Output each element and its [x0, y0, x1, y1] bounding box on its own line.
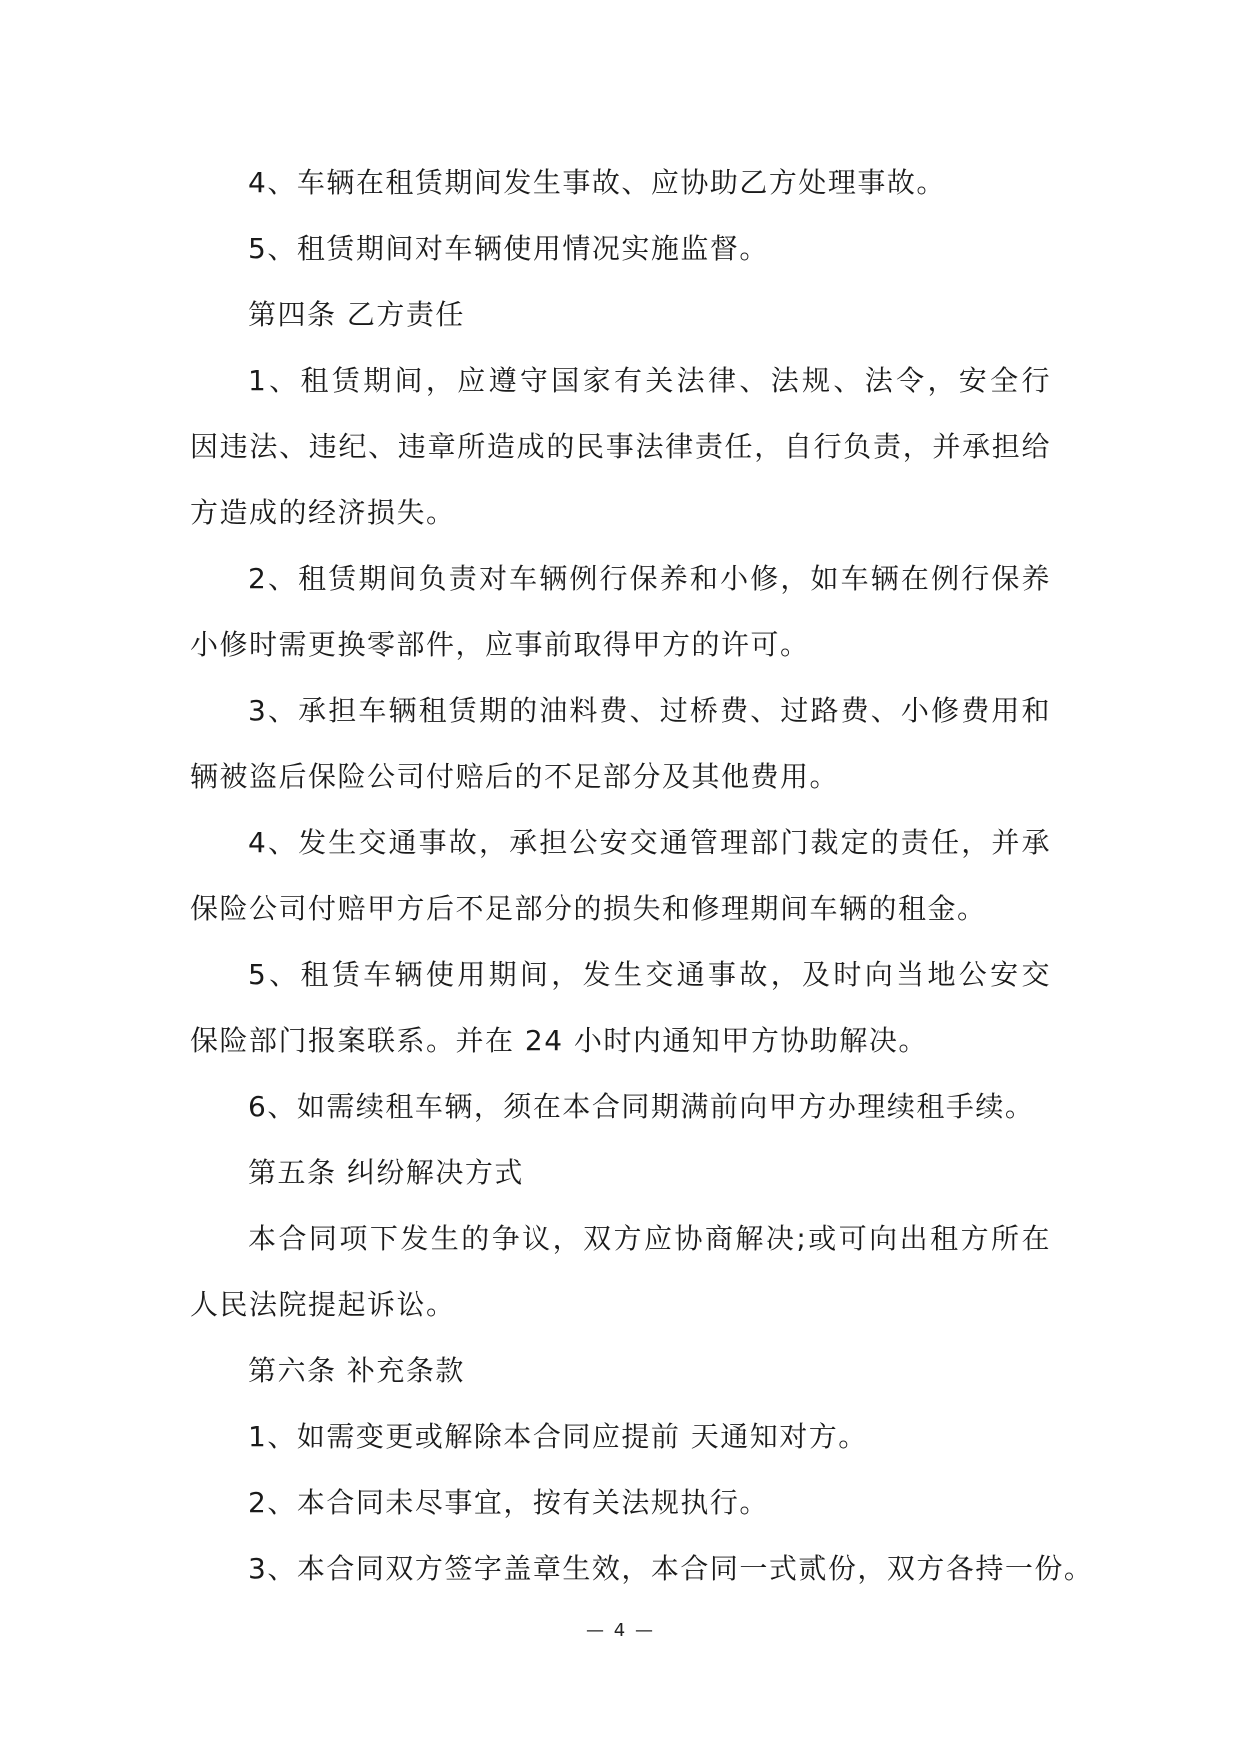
paragraph-line: 小修时需更换零部件，应事前取得甲方的许可。 — [190, 628, 810, 661]
page-number: — 4 — — [586, 1620, 655, 1641]
paragraph-line: 4、发生交通事故，承担公安交通管理部门裁定的责任，并承 — [248, 826, 1051, 859]
section-heading: 第六条 补充条款 — [248, 1354, 465, 1387]
paragraph-line: 因违法、违纪、违章所造成的民事法律责任，自行负责，并承担给 — [190, 430, 1051, 463]
paragraph-line: 2、本合同未尽事宜，按有关法规执行。 — [248, 1486, 769, 1519]
paragraph-line: 1、租赁期间，应遵守国家有关法律、法规、法令，安全行 — [248, 364, 1051, 397]
paragraph-line: 本合同项下发生的争议，双方应协商解决;或可向出租方所在 — [248, 1222, 1051, 1255]
paragraph-line: 5、租赁期间对车辆使用情况实施监督。 — [248, 232, 769, 265]
paragraph-line: 6、如需续租车辆，须在本合同期满前向甲方办理续租手续。 — [248, 1090, 1035, 1123]
paragraph-line: 保险部门报案联系。并在 24 小时内通知甲方协助解决。 — [190, 1024, 928, 1057]
paragraph-line: 方造成的经济损失。 — [190, 496, 456, 529]
section-heading: 第四条 乙方责任 — [248, 298, 465, 331]
paragraph-line: 保险公司付赔甲方后不足部分的损失和修理期间车辆的租金。 — [190, 892, 987, 925]
paragraph-line: 人民法院提起诉讼。 — [190, 1288, 456, 1321]
paragraph-line: 5、租赁车辆使用期间，发生交通事故，及时向当地公安交 — [248, 958, 1051, 991]
paragraph-line: 辆被盗后保险公司付赔后的不足部分及其他费用。 — [190, 760, 840, 793]
paragraph-line: 1、如需变更或解除本合同应提前 天通知对方。 — [248, 1420, 868, 1453]
paragraph-line: 3、承担车辆租赁期的油料费、过桥费、过路费、小修费用和 — [248, 694, 1051, 727]
paragraph-line: 4、车辆在租赁期间发生事故、应协助乙方处理事故。 — [248, 166, 946, 199]
section-heading: 第五条 纠纷解决方式 — [248, 1156, 524, 1189]
paragraph-line: 2、租赁期间负责对车辆例行保养和小修，如车辆在例行保养 — [248, 562, 1051, 595]
paragraph-line: 3、本合同双方签字盖章生效，本合同一式贰份，双方各持一份。 — [248, 1552, 1094, 1585]
